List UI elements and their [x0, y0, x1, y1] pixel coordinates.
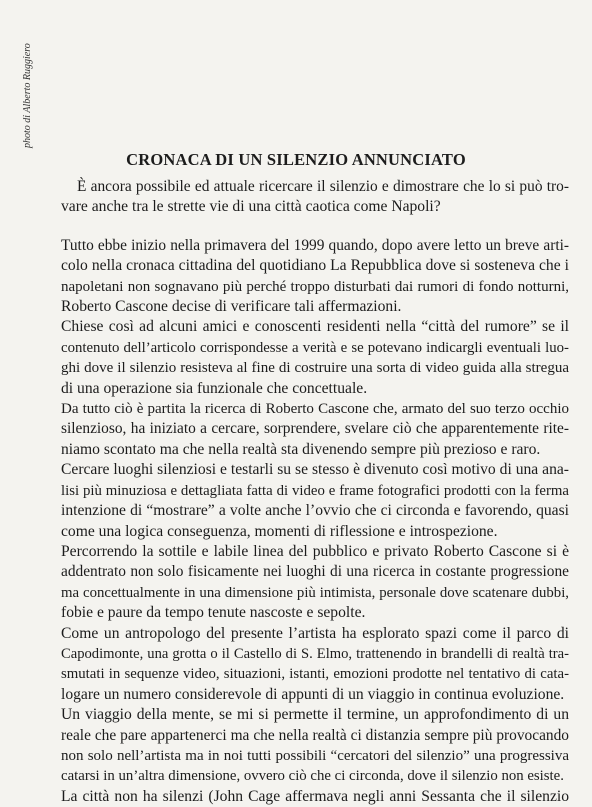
text-line: napoletani non sognavano più perché troppo disturbati dai rumori di fondo notturni, [61, 278, 569, 295]
text-line: Da tutto ciò è partita la ricerca di Roberto Cascone che, armato del suo terzo occhio [61, 401, 569, 418]
text-line: addentrato non solo fisicamente nei luoghi di una ricerca in costante progressione [61, 563, 569, 581]
text-line: Tutto ebbe inizio nella primavera del 1999 quando, dopo avere letto un breve arti- [61, 236, 569, 254]
paragraph [61, 317, 569, 399]
text-line: contenuto dell’articolo corrispondesse a verità e se potevano indicargli eventuali luo- [61, 339, 569, 356]
text-line: lisi più minuziosa e dettagliata fatta di video e frame fotografici prodotti con la ferma [61, 482, 569, 499]
text-line: Chiese così ad alcuni amici e conoscenti residenti nella “città del rumore” se il [61, 318, 569, 336]
text-line: non solo nell’artista ma in noi tutti possibili “cercatori del silenzio” una progressiva [61, 747, 569, 764]
text-line: silenzioso, ha iniziato a cercare, sorprendere, svelare ciò che apparentemente rite- [61, 420, 569, 438]
paragraph [61, 236, 569, 318]
text-line: di una operazione sia funzionale che concettuale. [61, 379, 368, 397]
paragraph [61, 177, 569, 218]
paragraph [61, 542, 569, 624]
text-line: fobie e paure da tempo tenute nascoste e sepolte. [61, 604, 366, 622]
paragraph [61, 460, 569, 542]
text-line: come una logica conseguenza, momenti di riflessione e introspezione. [61, 522, 498, 540]
text-line: intenzione di “mostrare” a volte anche l’ovvio che ci circonda e favorendo, quasi [61, 502, 569, 520]
paragraph [61, 705, 569, 787]
text-line: Un viaggio della mente, se mi si permette il termine, un approfondimento di un [61, 706, 569, 724]
text-line: logare un numero considerevole di appunti di un viaggio in continua evoluzione. [61, 685, 565, 703]
text-line: Capodimonte, una grotta o il Castello di S. Elmo, trattenendo in brandelli di realtà tra- [61, 645, 569, 662]
text-line: catarsi in un’altra dimensione, ovvero ciò che ci circonda, dove il silenzio non esiste. [61, 768, 564, 785]
text-line: ghi dove il silenzio resisteva al fine di costruire una sorta di video guida alla stregua [61, 360, 569, 377]
paragraph [61, 399, 569, 460]
text-line: smutati in sequenze video, situazioni, istanti, emozioni prodotte nel tentativo di cata- [61, 666, 569, 683]
paragraph [61, 787, 569, 807]
text-line: colo nella cronaca cittadina del quotidiano La Repubblica dove si sosteneva che i [61, 257, 569, 275]
text-line: Cercare luoghi silenziosi e testarli su se stesso è divenuto così motivo di una ana- [61, 461, 569, 479]
text-line: È ancora possibile ed attuale ricercare il silenzio e dimostrare che lo si può tro- [77, 178, 569, 195]
text-line: La città non ha silenzi (John Cage affermava negli anni Sessanta che il silenzio [61, 787, 569, 805]
article-body [61, 177, 569, 807]
text-line: ma concettualmente in una dimensione più intimista, personale dove scatenare dubbi, [61, 584, 569, 601]
text-line: reale che pare appartenerci ma che nella realtà ci distanzia sempre più provocando [61, 726, 569, 744]
page-title: CRONACA DI UN SILENZIO ANNUNCIATO [126, 150, 466, 169]
text-line: Roberto Cascone decise di verificare tali affermazioni. [61, 298, 402, 316]
text-line: vare anche tra le strette vie di una città caotica come Napoli? [61, 198, 441, 216]
text-line: niamo scontato ma che nella realtà sta divenendo sempre più prezioso e raro. [61, 440, 541, 458]
text-line: Come un antropologo del presente l’artista ha esplorato spazi come il parco di [61, 624, 569, 642]
photo-credit: photo di Alberto Ruggiero [22, 43, 33, 148]
paragraph [61, 624, 569, 706]
text-line: Percorrendo la sottile e labile linea del pubblico e privato Roberto Cascone si è [61, 542, 569, 560]
